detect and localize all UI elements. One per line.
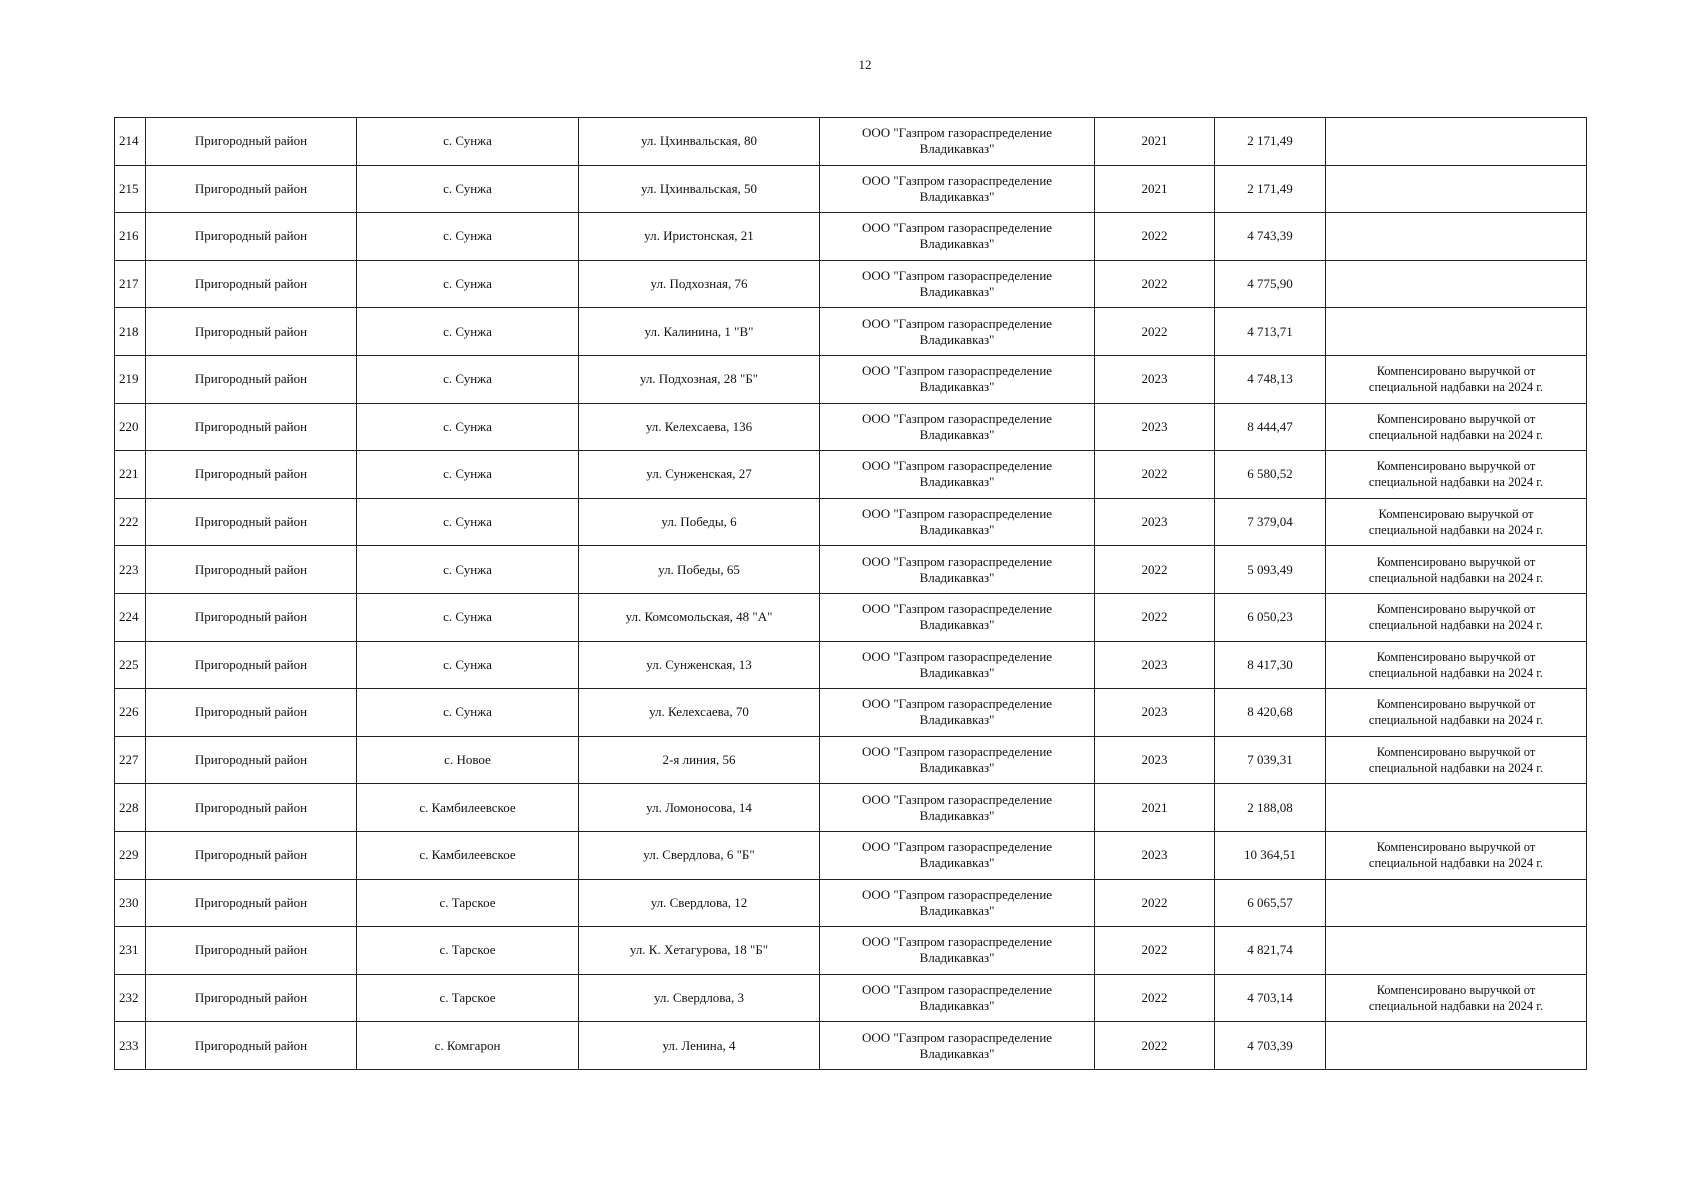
address-cell: ул. Ленина, 4 bbox=[579, 1022, 820, 1070]
organization-line-2: Владикавказ" bbox=[919, 474, 995, 490]
amount-cell: 8 417,30 bbox=[1215, 641, 1326, 689]
district-cell: Пригородный район bbox=[146, 355, 357, 403]
settlement-cell: с. Сунжа bbox=[357, 689, 579, 737]
organization-cell bbox=[820, 736, 1095, 784]
address-cell: ул. Подхозная, 76 bbox=[579, 260, 820, 308]
organization-line-1: ООО "Газпром газораспределение bbox=[861, 553, 1053, 569]
address-cell: ул. К. Хетагурова, 18 "Б" bbox=[579, 927, 820, 975]
table-row bbox=[115, 593, 1587, 641]
settlement-cell: с. Тарское bbox=[357, 879, 579, 927]
organization-line-2: Владикавказ" bbox=[919, 522, 995, 538]
row-number-cell: 233 bbox=[115, 1022, 146, 1070]
note-line-2: специальной надбавки на 2024 г. bbox=[1368, 427, 1544, 442]
row-number-cell: 215 bbox=[115, 165, 146, 213]
district-cell: Пригородный район bbox=[146, 546, 357, 594]
settlement-cell: с. Новое bbox=[357, 736, 579, 784]
table-row bbox=[115, 689, 1587, 737]
note-cell bbox=[1326, 213, 1587, 261]
year-cell: 2022 bbox=[1095, 879, 1215, 927]
organization-line-2: Владикавказ" bbox=[919, 617, 995, 633]
row-number-cell: 216 bbox=[115, 213, 146, 261]
organization-cell bbox=[820, 927, 1095, 975]
row-number-cell: 226 bbox=[115, 689, 146, 737]
address-cell: ул. Свердлова, 12 bbox=[579, 879, 820, 927]
address-cell: ул. Келехсаева, 70 bbox=[579, 689, 820, 737]
note-cell bbox=[1326, 546, 1587, 594]
address-cell: ул. Свердлова, 3 bbox=[579, 974, 820, 1022]
settlement-cell: с. Комгарон bbox=[357, 1022, 579, 1070]
row-number-cell: 228 bbox=[115, 784, 146, 832]
district-cell: Пригородный район bbox=[146, 1022, 357, 1070]
settlement-cell: с. Камбилеевское bbox=[357, 784, 579, 832]
settlement-cell: с. Сунжа bbox=[357, 403, 579, 451]
table-row bbox=[115, 403, 1587, 451]
note-cell bbox=[1326, 736, 1587, 784]
year-cell: 2023 bbox=[1095, 689, 1215, 737]
organization-line-2: Владикавказ" bbox=[919, 1045, 995, 1061]
organization-cell bbox=[820, 689, 1095, 737]
organization-line-1: ООО "Газпром газораспределение bbox=[861, 220, 1053, 236]
district-cell: Пригородный район bbox=[146, 974, 357, 1022]
district-cell: Пригородный район bbox=[146, 403, 357, 451]
organization-line-2: Владикавказ" bbox=[919, 997, 995, 1013]
note-line-2: специальной надбавки на 2024 г. bbox=[1368, 475, 1544, 490]
settlement-cell: с. Сунжа bbox=[357, 641, 579, 689]
organization-cell bbox=[820, 784, 1095, 832]
address-cell: ул. Ломоносова, 14 bbox=[579, 784, 820, 832]
row-number-cell: 221 bbox=[115, 451, 146, 499]
settlement-cell: с. Сунжа bbox=[357, 260, 579, 308]
amount-cell: 6 580,52 bbox=[1215, 451, 1326, 499]
note-cell bbox=[1326, 689, 1587, 737]
district-cell: Пригородный район bbox=[146, 831, 357, 879]
year-cell: 2022 bbox=[1095, 593, 1215, 641]
table-row bbox=[115, 1022, 1587, 1070]
note-line-2: специальной надбавки на 2024 г. bbox=[1368, 713, 1544, 728]
note-cell bbox=[1326, 308, 1587, 356]
organization-line-1: ООО "Газпром газораспределение bbox=[861, 410, 1053, 426]
table-row bbox=[115, 736, 1587, 784]
amount-cell: 4 775,90 bbox=[1215, 260, 1326, 308]
row-number-cell: 220 bbox=[115, 403, 146, 451]
note-line-2: специальной надбавки на 2024 г. bbox=[1368, 998, 1544, 1013]
note-line-1: Компенсировано выручкой от bbox=[1376, 840, 1536, 855]
year-cell: 2021 bbox=[1095, 165, 1215, 213]
settlement-cell: с. Камбилеевское bbox=[357, 831, 579, 879]
row-number-cell: 217 bbox=[115, 260, 146, 308]
note-line-1: Компенсировано выручкой от bbox=[1376, 697, 1536, 712]
settlement-cell: с. Тарское bbox=[357, 927, 579, 975]
settlement-cell: с. Сунжа bbox=[357, 355, 579, 403]
district-cell: Пригородный район bbox=[146, 260, 357, 308]
organization-line-2: Владикавказ" bbox=[919, 760, 995, 776]
organization-line-1: ООО "Газпром газораспределение bbox=[861, 1029, 1053, 1045]
note-cell bbox=[1326, 165, 1587, 213]
note-cell bbox=[1326, 927, 1587, 975]
year-cell: 2023 bbox=[1095, 355, 1215, 403]
organization-line-2: Владикавказ" bbox=[919, 712, 995, 728]
note-line-1: Компенсировано выручкой от bbox=[1376, 649, 1536, 664]
note-cell bbox=[1326, 498, 1587, 546]
note-cell bbox=[1326, 1022, 1587, 1070]
organization-line-1: ООО "Газпром газораспределение bbox=[861, 696, 1053, 712]
organization-line-1: ООО "Газпром газораспределение bbox=[861, 648, 1053, 664]
year-cell: 2023 bbox=[1095, 641, 1215, 689]
organization-cell bbox=[820, 641, 1095, 689]
organization-line-2: Владикавказ" bbox=[919, 807, 995, 823]
table-row bbox=[115, 831, 1587, 879]
settlement-cell: с. Сунжа bbox=[357, 451, 579, 499]
amount-cell: 8 420,68 bbox=[1215, 689, 1326, 737]
note-line-1: Компенсироваю выручкой от bbox=[1378, 507, 1534, 522]
organization-line-1: ООО "Газпром газораспределение bbox=[861, 791, 1053, 807]
table-row bbox=[115, 879, 1587, 927]
organization-cell bbox=[820, 498, 1095, 546]
amount-cell: 4 713,71 bbox=[1215, 308, 1326, 356]
year-cell: 2023 bbox=[1095, 831, 1215, 879]
organization-line-2: Владикавказ" bbox=[919, 855, 995, 871]
district-cell: Пригородный район bbox=[146, 451, 357, 499]
row-number-cell: 218 bbox=[115, 308, 146, 356]
year-cell: 2022 bbox=[1095, 308, 1215, 356]
note-line-2: специальной надбавки на 2024 г. bbox=[1368, 618, 1544, 633]
table-row bbox=[115, 498, 1587, 546]
table-row bbox=[115, 118, 1587, 166]
note-line-2: специальной надбавки на 2024 г. bbox=[1368, 665, 1544, 680]
organization-cell bbox=[820, 831, 1095, 879]
organization-line-1: ООО "Газпром газораспределение bbox=[861, 172, 1053, 188]
note-cell bbox=[1326, 260, 1587, 308]
address-cell: ул. Подхозная, 28 "Б" bbox=[579, 355, 820, 403]
row-number-cell: 230 bbox=[115, 879, 146, 927]
district-cell: Пригородный район bbox=[146, 308, 357, 356]
note-cell bbox=[1326, 118, 1587, 166]
organization-cell bbox=[820, 1022, 1095, 1070]
organization-line-2: Владикавказ" bbox=[919, 664, 995, 680]
settlement-cell: с. Сунжа bbox=[357, 118, 579, 166]
note-cell bbox=[1326, 451, 1587, 499]
organization-line-2: Владикавказ" bbox=[919, 950, 995, 966]
organization-line-1: ООО "Газпром газораспределение bbox=[861, 601, 1053, 617]
organization-line-1: ООО "Газпром газораспределение bbox=[861, 934, 1053, 950]
year-cell: 2021 bbox=[1095, 118, 1215, 166]
organization-line-2: Владикавказ" bbox=[919, 379, 995, 395]
note-line-1: Компенсировано выручкой от bbox=[1376, 745, 1536, 760]
organization-line-2: Владикавказ" bbox=[919, 236, 995, 252]
row-number-cell: 223 bbox=[115, 546, 146, 594]
year-cell: 2023 bbox=[1095, 403, 1215, 451]
organization-cell bbox=[820, 213, 1095, 261]
amount-cell: 8 444,47 bbox=[1215, 403, 1326, 451]
note-cell bbox=[1326, 974, 1587, 1022]
amount-cell: 6 065,57 bbox=[1215, 879, 1326, 927]
row-number-cell: 225 bbox=[115, 641, 146, 689]
note-line-2: специальной надбавки на 2024 г. bbox=[1368, 570, 1544, 585]
organization-line-1: ООО "Газпром газораспределение bbox=[861, 506, 1053, 522]
organization-line-2: Владикавказ" bbox=[919, 188, 995, 204]
address-cell: ул. Сунженская, 27 bbox=[579, 451, 820, 499]
row-number-cell: 232 bbox=[115, 974, 146, 1022]
table-row bbox=[115, 784, 1587, 832]
table-row bbox=[115, 308, 1587, 356]
table-row bbox=[115, 927, 1587, 975]
district-cell: Пригородный район bbox=[146, 213, 357, 261]
address-cell: ул. Свердлова, 6 "Б" bbox=[579, 831, 820, 879]
amount-cell: 4 821,74 bbox=[1215, 927, 1326, 975]
address-cell: ул. Победы, 65 bbox=[579, 546, 820, 594]
year-cell: 2022 bbox=[1095, 260, 1215, 308]
year-cell: 2022 bbox=[1095, 213, 1215, 261]
organization-line-1: ООО "Газпром газораспределение bbox=[861, 363, 1053, 379]
amount-cell: 7 039,31 bbox=[1215, 736, 1326, 784]
district-cell: Пригородный район bbox=[146, 927, 357, 975]
amount-cell: 4 703,39 bbox=[1215, 1022, 1326, 1070]
table-body bbox=[115, 118, 1587, 1070]
address-cell: ул. Иристонская, 21 bbox=[579, 213, 820, 261]
note-line-1: Компенсировано выручкой от bbox=[1376, 602, 1536, 617]
organization-cell bbox=[820, 260, 1095, 308]
amount-cell: 4 748,13 bbox=[1215, 355, 1326, 403]
address-cell: ул. Цхинвальская, 50 bbox=[579, 165, 820, 213]
organization-cell bbox=[820, 451, 1095, 499]
amount-cell: 6 050,23 bbox=[1215, 593, 1326, 641]
amount-cell: 7 379,04 bbox=[1215, 498, 1326, 546]
settlement-cell: с. Сунжа bbox=[357, 546, 579, 594]
organization-line-1: ООО "Газпром газораспределение bbox=[861, 744, 1053, 760]
organization-line-2: Владикавказ" bbox=[919, 141, 995, 157]
year-cell: 2023 bbox=[1095, 736, 1215, 784]
note-cell bbox=[1326, 355, 1587, 403]
row-number-cell: 231 bbox=[115, 927, 146, 975]
settlement-cell: с. Сунжа bbox=[357, 165, 579, 213]
organization-cell bbox=[820, 165, 1095, 213]
organization-line-1: ООО "Газпром газораспределение bbox=[861, 839, 1053, 855]
note-line-2: специальной надбавки на 2024 г. bbox=[1368, 380, 1544, 395]
note-line-1: Компенсировано выручкой от bbox=[1376, 459, 1536, 474]
year-cell: 2021 bbox=[1095, 784, 1215, 832]
organization-line-2: Владикавказ" bbox=[919, 284, 995, 300]
row-number-cell: 222 bbox=[115, 498, 146, 546]
note-cell bbox=[1326, 403, 1587, 451]
organization-line-2: Владикавказ" bbox=[919, 331, 995, 347]
amount-cell: 2 171,49 bbox=[1215, 118, 1326, 166]
note-line-2: специальной надбавки на 2024 г. bbox=[1368, 523, 1544, 538]
year-cell: 2022 bbox=[1095, 546, 1215, 594]
table-row bbox=[115, 641, 1587, 689]
table-row bbox=[115, 546, 1587, 594]
table-row bbox=[115, 213, 1587, 261]
district-cell: Пригородный район bbox=[146, 165, 357, 213]
settlement-cell: с. Тарское bbox=[357, 974, 579, 1022]
table-row bbox=[115, 451, 1587, 499]
organization-cell bbox=[820, 879, 1095, 927]
note-cell bbox=[1326, 879, 1587, 927]
organization-line-2: Владикавказ" bbox=[919, 902, 995, 918]
amount-cell: 2 188,08 bbox=[1215, 784, 1326, 832]
organization-line-1: ООО "Газпром газораспределение bbox=[861, 125, 1053, 141]
row-number-cell: 214 bbox=[115, 118, 146, 166]
organization-cell bbox=[820, 308, 1095, 356]
row-number-cell: 224 bbox=[115, 593, 146, 641]
settlement-cell: с. Сунжа bbox=[357, 308, 579, 356]
address-cell: ул. Сунженская, 13 bbox=[579, 641, 820, 689]
organization-line-1: ООО "Газпром газораспределение bbox=[861, 458, 1053, 474]
organization-line-1: ООО "Газпром газораспределение bbox=[861, 886, 1053, 902]
year-cell: 2022 bbox=[1095, 974, 1215, 1022]
note-cell bbox=[1326, 641, 1587, 689]
note-line-1: Компенсировано выручкой от bbox=[1376, 364, 1536, 379]
district-cell: Пригородный район bbox=[146, 498, 357, 546]
year-cell: 2022 bbox=[1095, 451, 1215, 499]
organization-cell bbox=[820, 546, 1095, 594]
settlement-cell: с. Сунжа bbox=[357, 593, 579, 641]
organization-line-1: ООО "Газпром газораспределение bbox=[861, 268, 1053, 284]
organization-cell bbox=[820, 403, 1095, 451]
organization-cell bbox=[820, 593, 1095, 641]
page-number: 12 bbox=[858, 57, 872, 72]
settlement-cell: с. Сунжа bbox=[357, 213, 579, 261]
address-cell: ул. Цхинвальская, 80 bbox=[579, 118, 820, 166]
row-number-cell: 227 bbox=[115, 736, 146, 784]
row-number-cell: 229 bbox=[115, 831, 146, 879]
note-line-2: специальной надбавки на 2024 г. bbox=[1368, 856, 1544, 871]
organization-cell bbox=[820, 974, 1095, 1022]
address-cell: ул. Калинина, 1 "В" bbox=[579, 308, 820, 356]
note-cell bbox=[1326, 593, 1587, 641]
note-line-2: специальной надбавки на 2024 г. bbox=[1368, 761, 1544, 776]
row-number-cell: 219 bbox=[115, 355, 146, 403]
note-line-1: Компенсировано выручкой от bbox=[1376, 554, 1536, 569]
address-cell: 2-я линия, 56 bbox=[579, 736, 820, 784]
settlement-cell: с. Сунжа bbox=[357, 498, 579, 546]
table-row bbox=[115, 165, 1587, 213]
year-cell: 2023 bbox=[1095, 498, 1215, 546]
table-row bbox=[115, 974, 1587, 1022]
district-cell: Пригородный район bbox=[146, 879, 357, 927]
registry-table bbox=[114, 117, 1587, 1070]
amount-cell: 10 364,51 bbox=[1215, 831, 1326, 879]
organization-line-1: ООО "Газпром газораспределение bbox=[861, 981, 1053, 997]
amount-cell: 4 743,39 bbox=[1215, 213, 1326, 261]
amount-cell: 2 171,49 bbox=[1215, 165, 1326, 213]
address-cell: ул. Победы, 6 bbox=[579, 498, 820, 546]
organization-line-1: ООО "Газпром газораспределение bbox=[861, 315, 1053, 331]
district-cell: Пригородный район bbox=[146, 736, 357, 784]
year-cell: 2022 bbox=[1095, 1022, 1215, 1070]
district-cell: Пригородный район bbox=[146, 689, 357, 737]
note-cell bbox=[1326, 831, 1587, 879]
table-row bbox=[115, 355, 1587, 403]
district-cell: Пригородный район bbox=[146, 784, 357, 832]
address-cell: ул. Келехсаева, 136 bbox=[579, 403, 820, 451]
year-cell: 2022 bbox=[1095, 927, 1215, 975]
note-cell bbox=[1326, 784, 1587, 832]
district-cell: Пригородный район bbox=[146, 593, 357, 641]
amount-cell: 5 093,49 bbox=[1215, 546, 1326, 594]
organization-cell bbox=[820, 118, 1095, 166]
note-line-1: Компенсировано выручкой от bbox=[1376, 411, 1536, 426]
organization-cell bbox=[820, 355, 1095, 403]
district-cell: Пригородный район bbox=[146, 641, 357, 689]
note-line-1: Компенсировано выручкой от bbox=[1376, 982, 1536, 997]
table-row bbox=[115, 260, 1587, 308]
amount-cell: 4 703,14 bbox=[1215, 974, 1326, 1022]
district-cell: Пригородный район bbox=[146, 118, 357, 166]
organization-line-2: Владикавказ" bbox=[919, 426, 995, 442]
address-cell: ул. Комсомольская, 48 "А" bbox=[579, 593, 820, 641]
organization-line-2: Владикавказ" bbox=[919, 569, 995, 585]
